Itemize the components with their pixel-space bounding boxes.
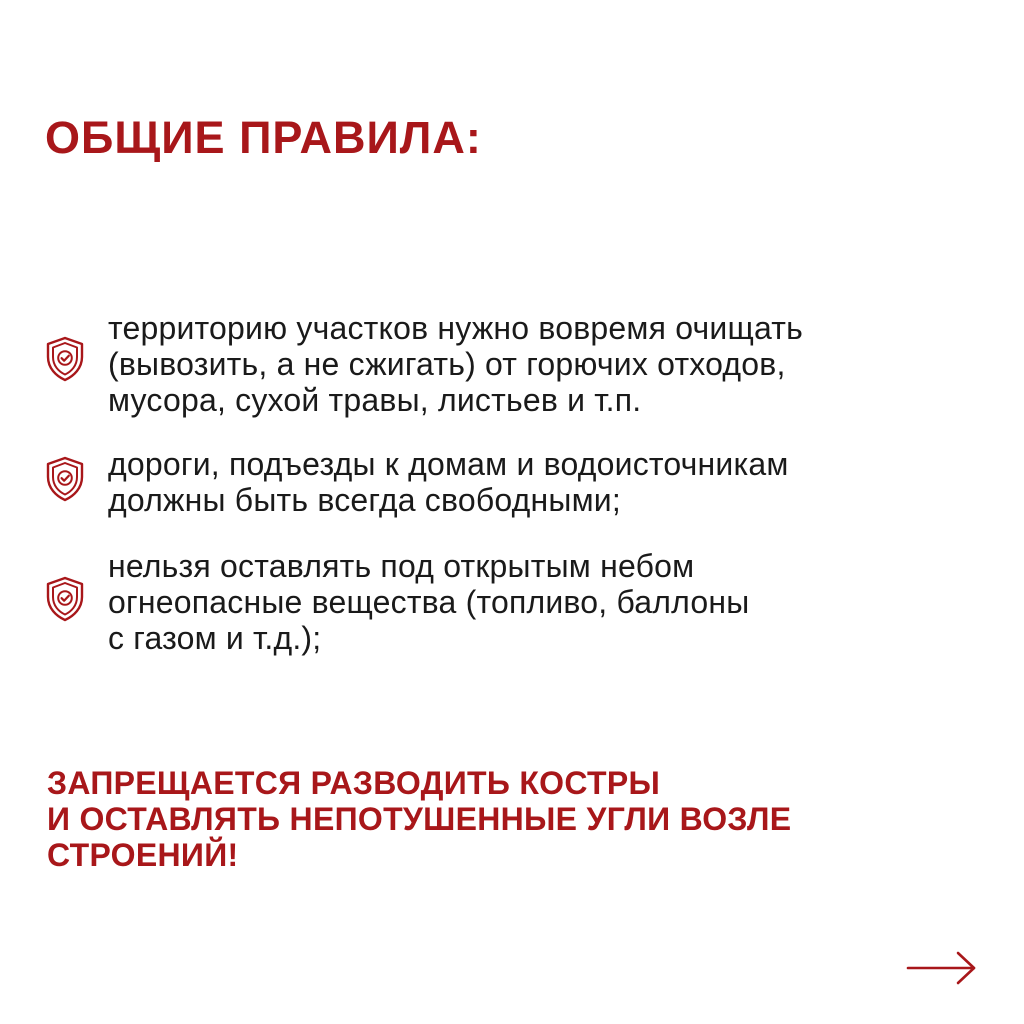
warning-line: СТРОЕНИЙ! [47,837,239,873]
warning-text [47,765,791,873]
rule-line: территорию участков нужно вовремя очищать [108,310,804,346]
rule-text [108,446,988,518]
rule-line: огнеопасные вещества (топливо, баллоны [108,584,750,620]
rule-line: дороги, подъезды к домам и водоисточникам [108,446,789,482]
shield-check-icon [44,456,86,502]
warning-line: И ОСТАВЛЯТЬ НЕПОТУШЕННЫЕ УГЛИ ВОЗЛЕ [47,801,792,837]
rule-text [108,310,988,418]
page-title: ОБЩИЕ ПРАВИЛА: [45,112,482,163]
rule-line: нельзя оставлять под открытым небом [108,548,695,584]
arrow-right-icon [906,948,978,988]
rule-line: мусора, сухой травы, листьев и т.п. [108,382,642,418]
list-item [44,548,984,658]
rule-line: должны быть всегда свободными; [108,482,621,518]
shield-check-icon [44,576,86,622]
warning-line: ЗАПРЕЩАЕТСЯ РАЗВОДИТЬ КОСТРЫ [47,765,661,801]
rule-line: с газом и т.д.); [108,620,322,656]
rule-line: (вывозить, а не сжигать) от горючих отходов, [108,346,786,382]
shield-check-icon [44,336,86,382]
next-button[interactable] [906,948,978,988]
list-item [44,446,984,556]
rule-text [108,548,988,656]
list-item [44,310,984,420]
